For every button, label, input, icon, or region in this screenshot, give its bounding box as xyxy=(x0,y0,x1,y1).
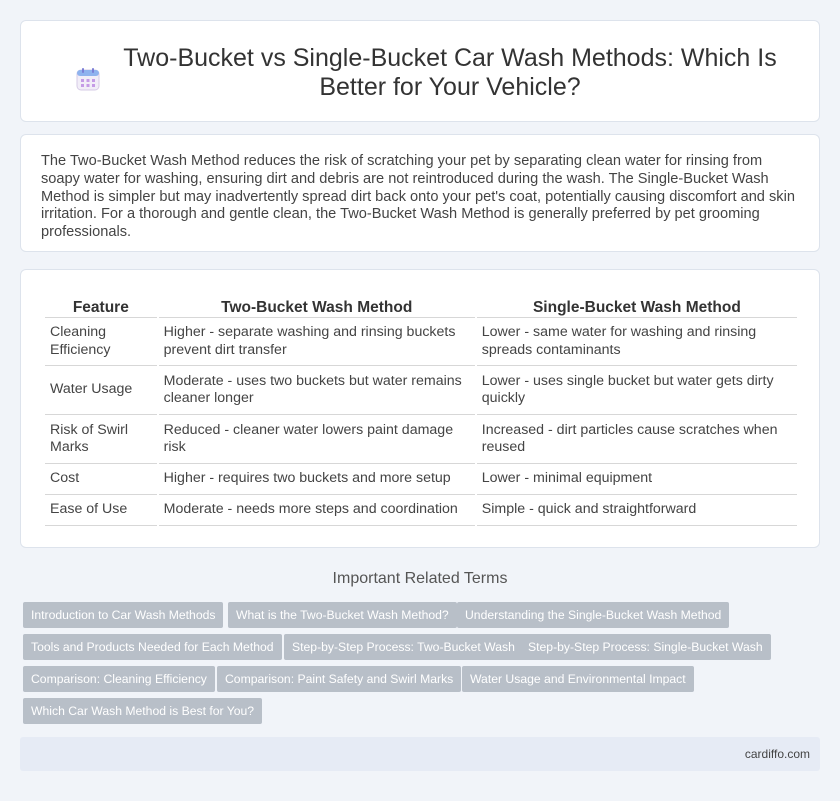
related-term-tag[interactable]: Comparison: Paint Safety and Swirl Marks xyxy=(217,666,461,692)
related-term-tag[interactable]: Tools and Products Needed for Each Method xyxy=(23,634,282,660)
related-term-tag[interactable]: Water Usage and Environmental Impact xyxy=(462,666,694,692)
header-feature: Feature xyxy=(45,292,157,318)
table-cell: Moderate - needs more steps and coordination xyxy=(159,495,475,526)
intro-paragraph: The Two-Bucket Wash Method reduces the risk of scratching your pet by separating clean water for rinsing from soapy water for washing, ensuring dirt and debris are not reintroduced during the wash. The Single-Bucket Wash Method is simpler but may inadvertently spread dirt back onto your pet's coat, potentially causing discomfort and skin irritation. For a thorough and gentle clean, the Two-Bucket Wash Method is generally preferred by pet grooming professionals. xyxy=(41,153,795,241)
table-cell: Reduced - cleaner water lowers paint damage risk xyxy=(159,415,475,464)
related-term-tag[interactable]: Comparison: Cleaning Efficiency xyxy=(23,666,215,692)
related-terms-heading: Important Related Terms xyxy=(332,570,508,587)
page-title: Two-Bucket vs Single-Bucket Car Wash Methods: Which Is Better for Your Vehicle? xyxy=(123,44,777,101)
title-card xyxy=(20,20,820,122)
comparison-card xyxy=(20,269,820,548)
table-cell: Ease of Use xyxy=(45,495,157,526)
table-cell: Higher - requires two buckets and more setup xyxy=(159,464,475,495)
related-term-tag[interactable]: Step-by-Step Process: Single-Bucket Wash xyxy=(520,634,771,660)
table-cell: Increased - dirt particles cause scratches when reused xyxy=(477,415,797,464)
related-term-tag[interactable]: Step-by-Step Process: Two-Bucket Wash xyxy=(284,634,523,660)
table-row xyxy=(45,318,797,366)
table-cell: Simple - quick and straightforward xyxy=(477,495,797,526)
table-cell: Water Usage xyxy=(45,366,157,415)
table-row xyxy=(45,366,797,415)
table-header-row xyxy=(45,292,797,318)
footer-site-link[interactable]: cardiffo.com xyxy=(744,747,810,761)
table-cell: Cost xyxy=(45,464,157,495)
table-cell: Lower - same water for washing and rinsing spreads contaminants xyxy=(477,318,797,366)
table-row xyxy=(45,464,797,495)
header-single-bucket: Single-Bucket Wash Method xyxy=(477,292,797,318)
table-cell: Moderate - uses two buckets but water remains cleaner longer xyxy=(159,366,475,415)
header-two-bucket: Two-Bucket Wash Method xyxy=(159,292,475,318)
table-cell: Cleaning Efficiency xyxy=(45,318,157,366)
related-term-tag[interactable]: Understanding the Single-Bucket Wash Method xyxy=(457,602,729,628)
table-cell: Risk of Swirl Marks xyxy=(45,415,157,464)
footer xyxy=(20,737,820,771)
related-term-tag[interactable]: What is the Two-Bucket Wash Method? xyxy=(228,602,457,628)
related-term-tag[interactable]: Introduction to Car Wash Methods xyxy=(23,602,223,628)
comparison-table xyxy=(43,292,799,526)
table-cell: Higher - separate washing and rinsing buckets prevent dirt transfer xyxy=(159,318,475,366)
intro-card xyxy=(20,134,820,252)
table-cell: Lower - minimal equipment xyxy=(477,464,797,495)
table-row xyxy=(45,415,797,464)
table-cell: Lower - uses single bucket but water gets dirty quickly xyxy=(477,366,797,415)
table-row xyxy=(45,495,797,526)
related-term-tag[interactable]: Which Car Wash Method is Best for You? xyxy=(23,698,262,724)
